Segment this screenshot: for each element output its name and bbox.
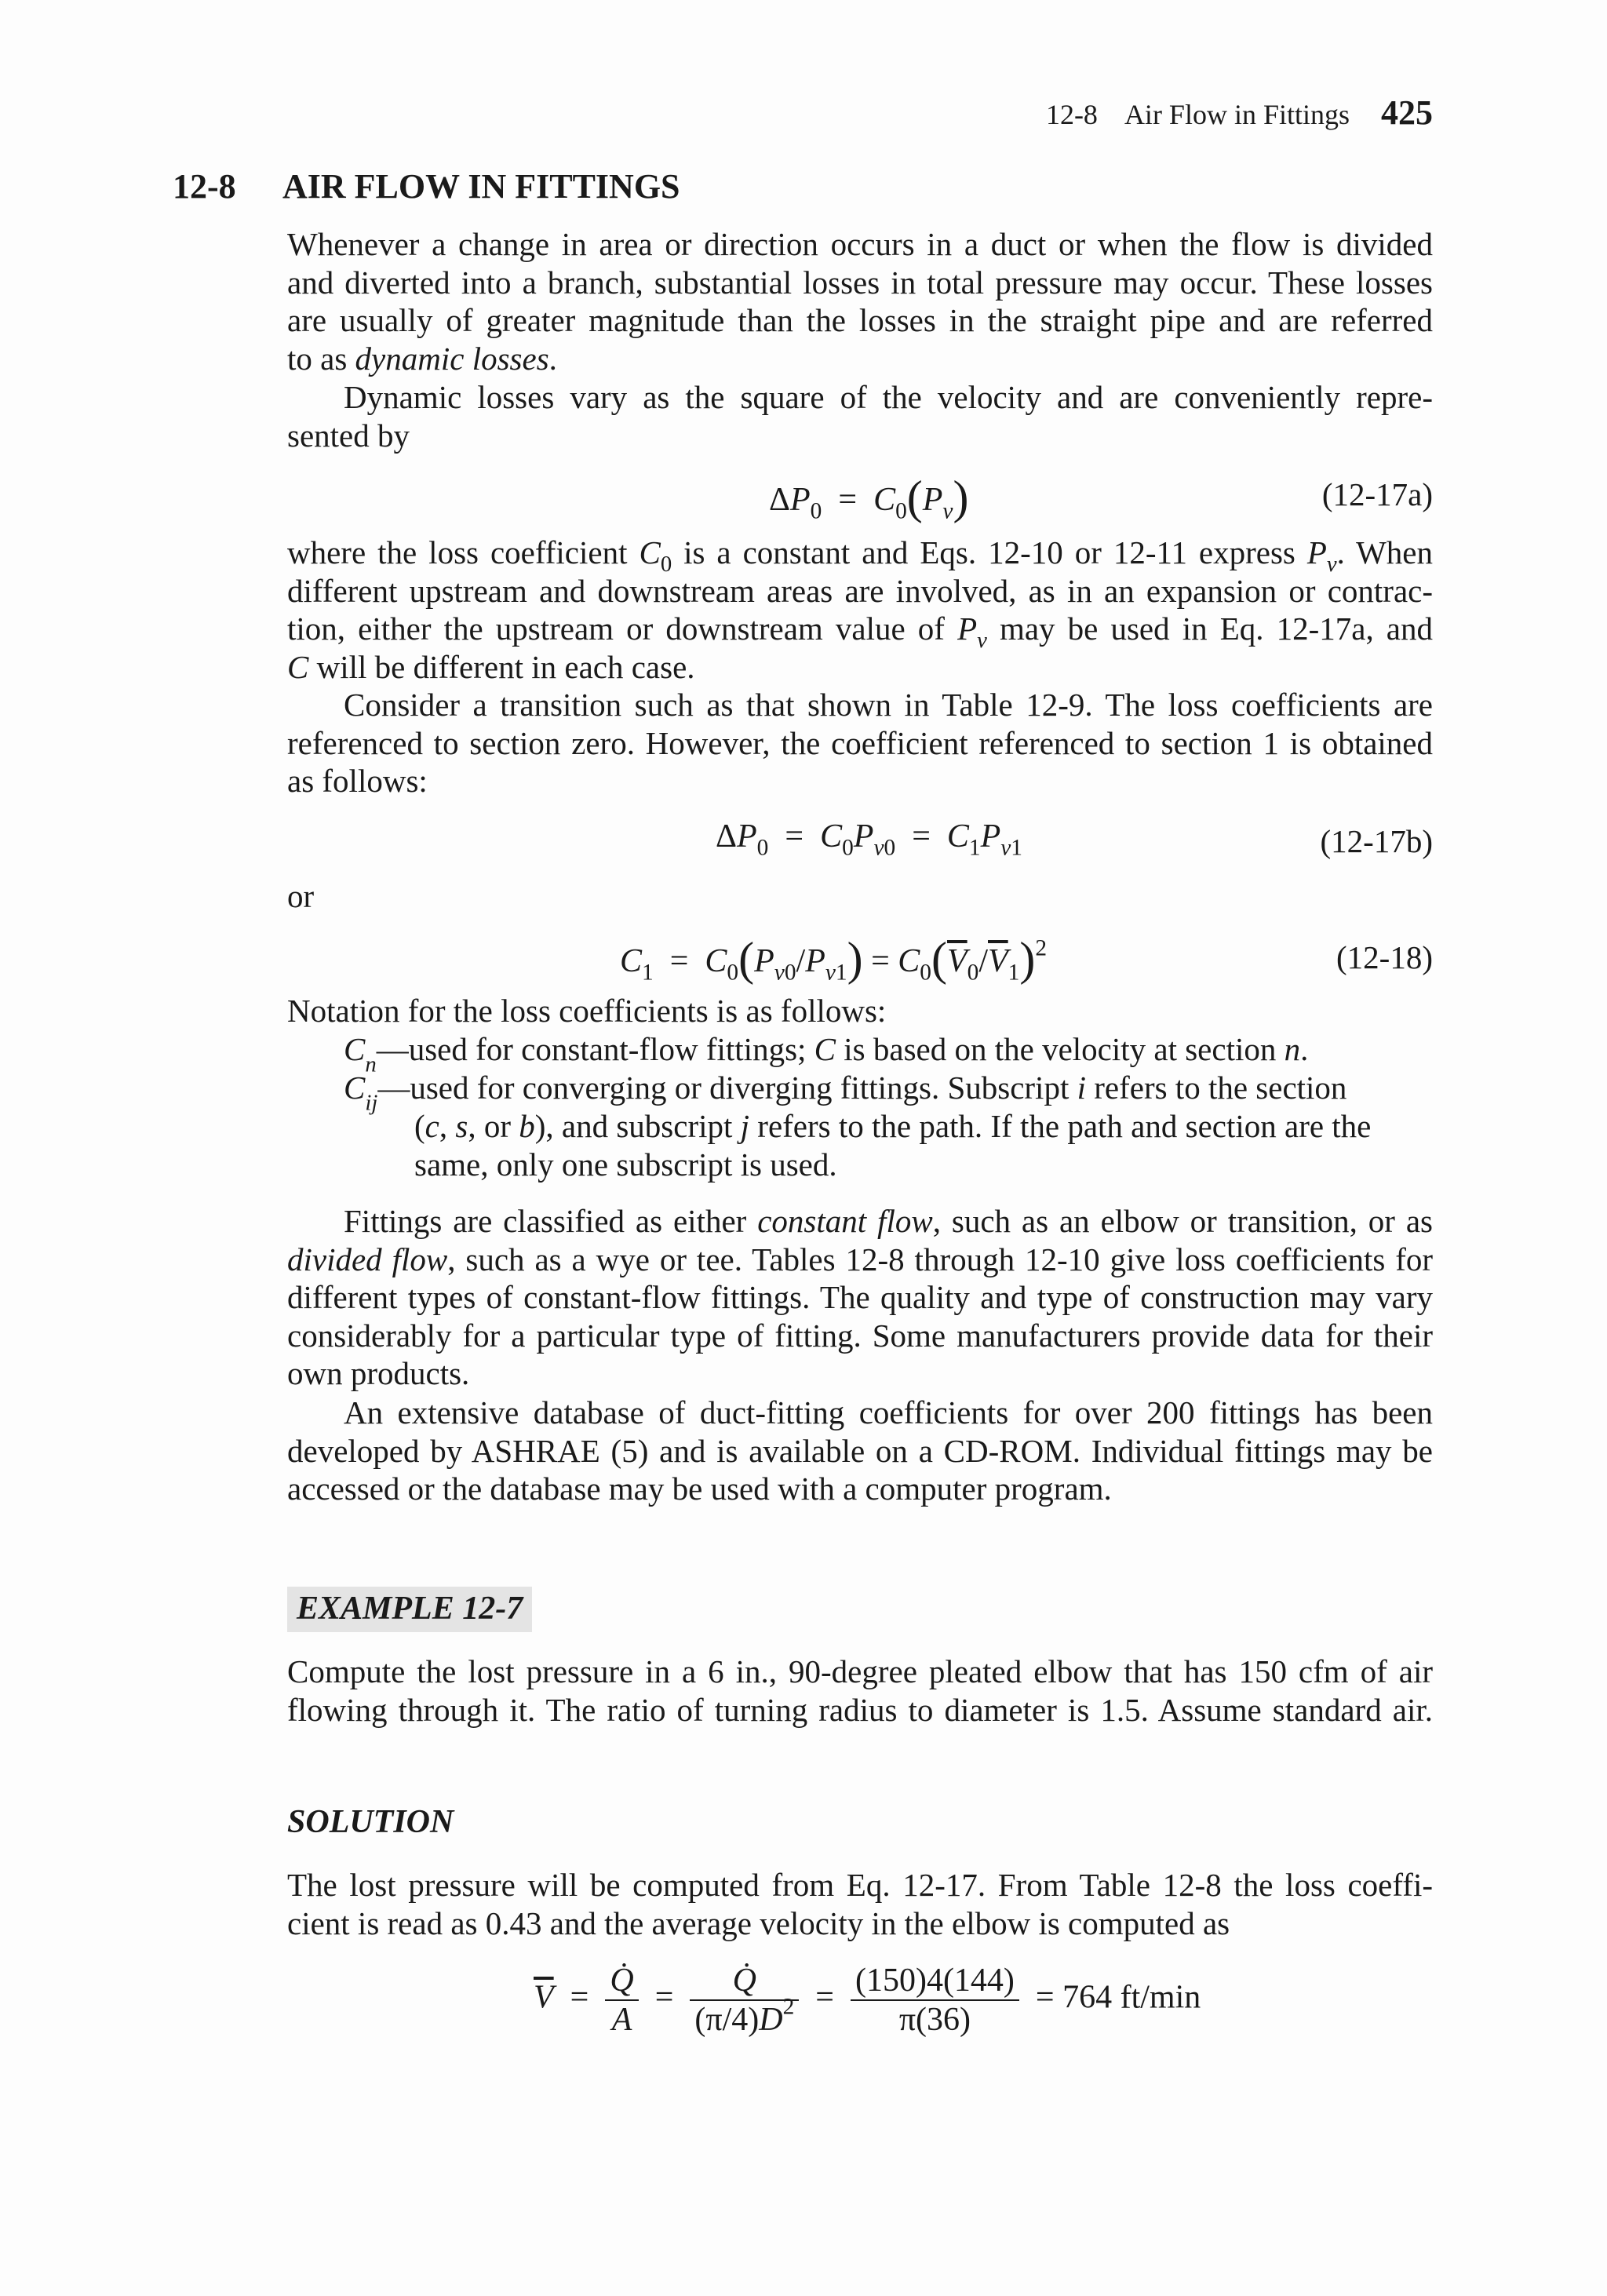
solution-text: [287, 1866, 1433, 1942]
term-constant-flow: constant flow: [757, 1203, 933, 1239]
term-divided-flow: divided flow: [287, 1241, 448, 1277]
equation-number: (12-18): [1336, 939, 1433, 975]
notation-item-cn: $C_n—used$ for constant-flow fittings; C is based on the velocity at section n.: [344, 1031, 1309, 1077]
page-number: 425: [1381, 93, 1433, 132]
equation-number: (12-17b): [1320, 823, 1433, 859]
paragraph-dynamic-losses: [287, 378, 1433, 454]
solution-heading: SOLUTION: [287, 1804, 454, 1840]
paragraph-fitting-classes: [287, 1202, 1433, 1393]
text-line: Fittings are classified as either constant flow, such as an elbow or transition, or as: [344, 1203, 1433, 1239]
text-line: accessed or the database may be used with a computer program.: [287, 1471, 1112, 1507]
text-line: cient is read as 0.43 and the average velocity in the elbow is computed as: [287, 1904, 1230, 1941]
notation-item-cij-line3: same, only one subscript is used.: [414, 1146, 837, 1183]
paragraph-transition: [287, 686, 1433, 800]
header-title: Air Flow in Fittings: [1124, 99, 1350, 130]
text-line: Whenever a change in area or direction occurs in a duct or when the flow is divided: [287, 226, 1433, 262]
section-title: AIR FLOW IN FITTINGS: [282, 167, 680, 206]
header-section-number: 12-8: [1045, 99, 1098, 130]
fraction-q-over-a: $\frac{Q̇}{A}$: [605, 1962, 638, 2039]
section-number: 12-8: [173, 167, 236, 206]
notation-intro: Notation for the loss coefficients is as follows:: [287, 993, 887, 1029]
equation-velocity: $\overline{V}$ = $\frac{Q̇}{A}$ = $\frac{Q̇}{(\pi/4)D^2}$ = $\frac{(150)4(144)}{\pi(36)}$ = 764 ft/min: [534, 1963, 1201, 2038]
paragraph-ashrae-database: [287, 1394, 1433, 1508]
text-line: where the loss coefficient $C_0$ is a constant and Eqs. 12-10 or 12-11 express $P_v$. When: [287, 534, 1433, 578]
text-line: Dynamic losses vary as the square of the velocity and are conveniently repre-: [344, 379, 1433, 415]
text-line: are usually of greater magnitude than the losses in the straight pipe and are referred: [287, 302, 1433, 338]
or-text: or: [287, 878, 315, 914]
velocity-result: = 764 ft/min: [1035, 1979, 1201, 2016]
text-line: different upstream and downstream areas are involved, as in an expansion or contrac-: [287, 572, 1433, 609]
text-line: and diverted into a branch, substantial losses in total pressure may occur. These losses: [287, 264, 1433, 301]
equation-number: (12-17a): [1321, 476, 1433, 512]
running-header: [1046, 93, 1433, 133]
text-line: Compute the lost pressure in a 6 in., 90-degree pleated elbow that has 150 cfm of air: [287, 1653, 1433, 1689]
text-line: sented by: [287, 417, 410, 454]
text-line: considerably for a particular type of fitting. Some manufacturers provide data for their: [287, 1317, 1433, 1354]
text-line: divided flow, such as a wye or tee. Tables 12-8 through 12-10 give loss coefficients for: [287, 1241, 1434, 1277]
text-line: tion, either the upstream or downstream value of $P_v$ may be used in Eq. 12-17a, and: [287, 610, 1433, 654]
text-line: The lost pressure will be computed from Eq. 12-17. From Table 12-8 the loss coeffi-: [287, 1867, 1433, 1903]
example-statement: [287, 1653, 1433, 1729]
text-line: C will be different in each case.: [287, 648, 695, 685]
text-line: flowing through it. The ratio of turning radius to diameter is 1.5. Assume standard air.: [287, 1691, 1433, 1728]
section-heading: [173, 166, 680, 206]
text-line: own products.: [287, 1355, 470, 1391]
fraction-q-over-area: $\frac{Q̇}{(\pi/4)D^2}$: [690, 1962, 799, 2039]
text-line: An extensive database of duct-fitting coefficients for over 200 fittings has been: [344, 1394, 1433, 1430]
notation-item-cij: $C_{ij}—used$ for converging or diverging fittings. Subscript i refers to the section: [344, 1070, 1347, 1116]
equation-12-17a: $\Delta P_0 = C_0(P_v)$: [769, 472, 969, 524]
notation-item-cij-line2: (c, s, or b), and subscript j refers to the path. If the path and section are the: [414, 1108, 1372, 1144]
text-line: different types of constant-flow fittings. The quality and type of construction may vary: [287, 1279, 1433, 1315]
fraction-numeric: $\frac{(150)4(144)}{\pi(36)}$: [851, 1962, 1019, 2039]
term-dynamic-losses: dynamic losses: [355, 340, 549, 377]
text-line: developed by ASHRAE (5) and is available on a CD-ROM. Individual fittings may be: [287, 1432, 1433, 1469]
paragraph-loss-coefficient: [287, 534, 1433, 686]
equation-12-17b: $\Delta P_0 = C_0P_{v0} = C_1P_{v1}$: [716, 818, 1022, 861]
paragraph-intro: [287, 225, 1433, 377]
equation-12-18: $C_1 = C_0(P_{v0}/P_{v1}) = C_0(\overline{V}_0/\overline{V}_1)^2$: [620, 933, 1048, 986]
text-line: referenced to section zero. However, the coefficient referenced to section 1 is obtained: [287, 724, 1433, 761]
text-line: to as dynamic losses.: [287, 340, 557, 377]
text-line: Consider a transition such as that shown in Table 12-9. The loss coefficients are: [344, 687, 1433, 723]
example-heading: EXAMPLE 12-7: [287, 1587, 532, 1632]
text-line: as follows:: [287, 763, 428, 799]
